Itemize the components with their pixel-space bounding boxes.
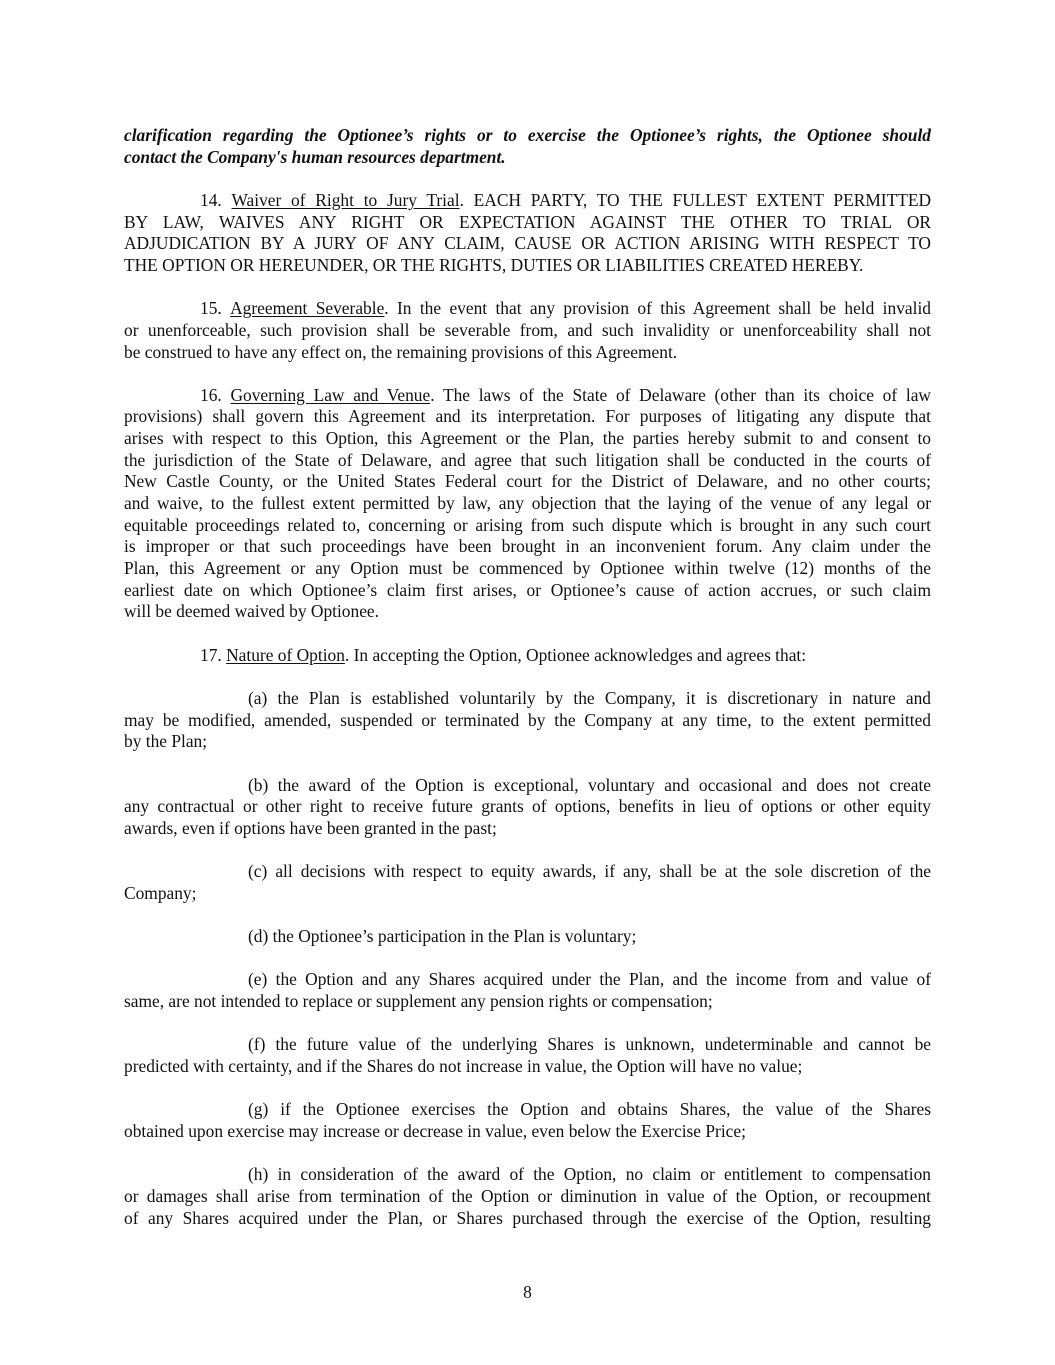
- line-text: (d) the Optionee’s participation in the Plan is voluntary;: [248, 926, 637, 947]
- text-line: [124, 298, 931, 320]
- text-line: [124, 731, 931, 753]
- text-line: [124, 320, 931, 342]
- line-text: clarification regarding the Optionee’s rights or to exercise the Optionee’s rights, the Optionee should: [124, 125, 931, 145]
- section-number: 15.: [200, 298, 222, 319]
- text-line: [124, 818, 931, 840]
- line-text: BY LAW, WAIVES ANY RIGHT OR EXPECTATION AGAINST THE OTHER TO TRIAL OR: [124, 211, 931, 232]
- text-line: [124, 342, 931, 364]
- line-text: predicted with certainty, and if the Shares do not increase in value, the Option will have no value;: [124, 1056, 803, 1077]
- text-line: [124, 515, 931, 537]
- text-line: [124, 796, 931, 818]
- line-text: will be deemed waived by Optionee.: [124, 601, 379, 622]
- line-text: THE OPTION OR HEREUNDER, OR THE RIGHTS, DUTIES OR LIABILITIES CREATED HEREBY.: [124, 254, 864, 275]
- line-text: (e) the Option and any Shares acquired under the Plan, and the income from and value of: [248, 969, 931, 990]
- text-line: [124, 125, 931, 147]
- line-text: and waive, to the fullest extent permitted by law, any objection that the laying of the venue of any legal or: [124, 493, 931, 514]
- text-line: [124, 1099, 931, 1121]
- text-line: [124, 450, 931, 472]
- section-17: [124, 645, 931, 667]
- line-text: obtained upon exercise may increase or decrease in value, even below the Exercise Price;: [124, 1121, 746, 1142]
- text-line: [124, 1121, 931, 1143]
- text-line: [124, 406, 931, 428]
- paragraph: [124, 775, 931, 840]
- text-line: [124, 926, 931, 948]
- line-text: earliest date on which Optionee’s claim first arises, or Optionee’s cause of action accrues, or such claim: [124, 579, 931, 600]
- text-line: [124, 385, 931, 407]
- line-text: same, are not intended to replace or supplement any pension rights or compensation;: [124, 991, 713, 1012]
- text-line: [124, 233, 931, 255]
- text-line: [124, 601, 931, 623]
- text-line: [124, 428, 931, 450]
- text-line: [124, 969, 931, 991]
- text-line: [124, 1034, 931, 1056]
- text-line: [124, 190, 931, 212]
- line-text: (f) the future value of the underlying Shares is unknown, undeterminable and cannot be: [248, 1034, 931, 1055]
- line-text: New Castle County, or the United States Federal court for the District of Delaware, and no other courts;: [124, 471, 931, 492]
- text-line: [124, 255, 931, 277]
- text-line: [124, 536, 931, 558]
- text-line: [124, 147, 931, 169]
- section-15: [124, 298, 931, 363]
- text-line: [124, 558, 931, 580]
- line-text: (c) all decisions with respect to equity awards, if any, shall be at the sole discretion of the: [248, 861, 931, 882]
- line-text: . In the event that any provision of this Agreement shall be held invalid: [384, 298, 931, 319]
- line-text: (g) if the Optionee exercises the Option and obtains Shares, the value of the Shares: [248, 1099, 931, 1120]
- line-text: . EACH PARTY, TO THE FULLEST EXTENT PERMITTED: [459, 189, 931, 210]
- paragraph: [124, 1034, 931, 1077]
- paragraph: [124, 1099, 931, 1142]
- text-line: [124, 861, 931, 883]
- line-text: or unenforceable, such provision shall be severable from, and such invalidity or unenforceability shall not: [124, 319, 931, 340]
- paragraph: [124, 861, 931, 904]
- section-16: [124, 385, 931, 623]
- text-line: [124, 1056, 931, 1078]
- section-heading: Governing Law and Venue: [230, 384, 431, 405]
- line-text: provisions) shall govern this Agreement and its interpretation. For purposes of litigating any dispute that: [124, 406, 931, 427]
- line-text: arises with respect to this Option, this Agreement or the Plan, the parties hereby submit to and consent to: [124, 428, 931, 449]
- section-number: 16.: [200, 384, 222, 405]
- line-text: the jurisdiction of the State of Delaware, and agree that such litigation shall be conducted in the courts of: [124, 449, 931, 470]
- text-line: [124, 775, 931, 797]
- paragraph: [124, 125, 931, 168]
- line-text: ADJUDICATION BY A JURY OF ANY CLAIM, CAUSE OR ACTION ARISING WITH RESPECT TO: [124, 233, 931, 254]
- line-text: contact the Company's human resources department.: [124, 146, 506, 167]
- text-line: [124, 471, 931, 493]
- page-number: 8: [523, 1282, 532, 1302]
- line-text: is improper or that such proceedings have been brought in an inconvenient forum. Any claim under the: [124, 536, 931, 557]
- line-text: or damages shall arise from termination of the Option or diminution in value of the Option, or recoupment: [124, 1185, 931, 1206]
- line-text: any contractual or other right to receive future grants of options, benefits in lieu of options or other equity: [124, 796, 931, 817]
- paragraph: [124, 969, 931, 1012]
- line-text: of any Shares acquired under the Plan, or Shares purchased through the exercise of the Option, resulting: [124, 1207, 931, 1228]
- line-text: be construed to have any effect on, the remaining provisions of this Agreement.: [124, 341, 678, 362]
- document-body: [124, 125, 931, 1251]
- text-line: [124, 1208, 931, 1230]
- text-line: [124, 991, 931, 1013]
- section-number: 17.: [200, 644, 222, 665]
- line-text: Plan, this Agreement or any Option must be commenced by Optionee within twelve (12) months of the: [124, 558, 931, 579]
- text-line: [124, 710, 931, 732]
- line-text: equitable proceedings related to, concerning or arising from such dispute which is brought in any such court: [124, 514, 931, 535]
- paragraph: [124, 1164, 931, 1229]
- section-number: 14.: [200, 189, 222, 210]
- text-line: [124, 688, 931, 710]
- text-line: [124, 493, 931, 515]
- line-text: . The laws of the State of Delaware (other than its choice of law: [430, 384, 931, 405]
- line-text: (a) the Plan is established voluntarily by the Company, it is discretionary in nature and: [248, 687, 931, 708]
- paragraph: [124, 926, 931, 948]
- section-heading: Nature of Option: [226, 644, 345, 665]
- paragraph: [124, 688, 931, 753]
- section-heading: Waiver of Right to Jury Trial: [231, 189, 460, 210]
- line-text: awards, even if options have been granted in the past;: [124, 817, 497, 838]
- section-heading: Agreement Severable: [230, 298, 385, 319]
- line-text: by the Plan;: [124, 731, 208, 752]
- line-text: (h) in consideration of the award of the Option, no claim or entitlement to compensation: [248, 1164, 931, 1185]
- line-text: Company;: [124, 882, 197, 903]
- text-line: [124, 580, 931, 602]
- text-line: [124, 1186, 931, 1208]
- line-text: (b) the award of the Option is exceptional, voluntary and occasional and does not create: [248, 774, 931, 795]
- text-line: [124, 883, 931, 905]
- line-text: may be modified, amended, suspended or terminated by the Company at any time, to the extent permitted: [124, 709, 931, 730]
- line-text: . In accepting the Option, Optionee acknowledges and agrees that:: [344, 644, 807, 665]
- text-line: [124, 1164, 931, 1186]
- text-line: [124, 645, 931, 667]
- text-line: [124, 212, 931, 234]
- section-14: [124, 190, 931, 277]
